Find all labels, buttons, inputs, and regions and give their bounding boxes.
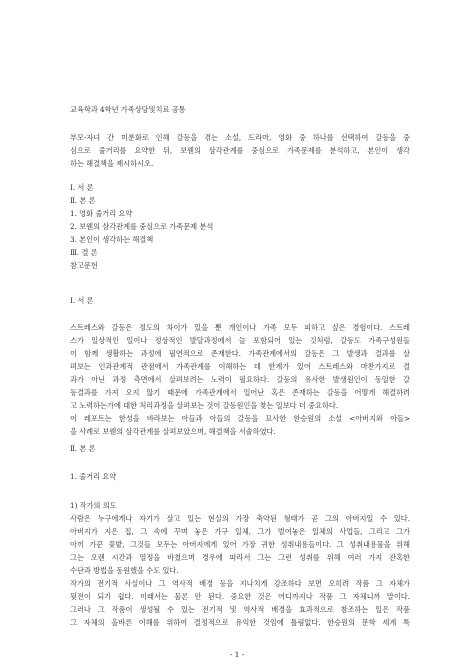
subsubsection-heading-intent — [70, 499, 410, 512]
title-text: 교육학과 4학년 가족상담및치료 공통 — [70, 105, 186, 114]
intent-paragraph — [70, 512, 410, 629]
assignment-prompt — [70, 131, 410, 170]
toc-item: Ⅲ. 결 론 — [70, 248, 98, 257]
paragraph-line: 작가의 전기적 사실이나 그 역사적 배경 등을 지나치게 강조하다 보면 오히려 작품 그 자체가 — [70, 579, 410, 588]
prompt-line: 부모-자녀 간 미분화로 인해 갈등을 겪는 소설, 드라마, 영화 중 하나를 선택하여 갈등을 중 — [70, 133, 410, 142]
toc-item: Ⅰ. 서 론 — [70, 183, 94, 192]
paragraph-line: 아끼 가꾼 꽃밭, 그것들 모두는 아버지에게 있어 가장 귀한 성취내용들이다. 그 성취내용물을 위해 — [70, 540, 410, 549]
heading-text: 1. 줄거리 요약 — [70, 472, 117, 481]
intro-paragraph — [70, 321, 410, 438]
subsection-heading-summary — [70, 470, 410, 483]
paragraph-line: 수단과 방법을 동원했을 수도 있다. — [70, 566, 179, 575]
paragraph-line: 그는 오랜 시간과 열정을 바쳤으며 경우에 따라서 그는 그런 성취를 위해 여러 가지 잔혹한 — [70, 553, 410, 562]
toc-item: 참고문헌 — [70, 261, 98, 270]
paragraph-line: 이 레포트는 한성을 바라보는 아들과 아들의 갈등을 묘사한 한승원의 소설 <아버지와 아들> — [70, 414, 410, 423]
paragraph-line: 과가 아닌 과정 측면에서 살펴보려는 노력이 필요하다. 갈등의 유사한 발생원인이 동일한 갈 — [70, 375, 410, 384]
paragraph-line: 그러나 그 작품이 생성될 수 있는 전기적 및 역사적 배경을 효과적으로 참조하는 일은 작품 — [70, 605, 410, 614]
table-of-contents — [70, 181, 410, 272]
paragraph-line: 등결과를 가져 오지 않기 때문에 가족관계에서 일어난 혹은 존재하는 갈등을 어떻게 해결하려 — [70, 388, 410, 397]
paragraph-line: 그 자체의 올바른 이해를 위하여 결정적으로 유익한 것임에 틀림없다. 한승원의 문학 세계 특 — [70, 618, 410, 627]
prompt-line: 심으로 줄거리를 요약한 뒤, 보웬의 삼각관계를 중심으로 가족문제를 분석하고, 본인이 생각 — [70, 146, 410, 155]
paragraph-line: 이 함께 생활하는 과정에 필연적으로 존재한다. 가족관계에서의 갈등은 그 발생과 결과를 살 — [70, 349, 410, 358]
section-heading-body — [70, 442, 410, 455]
heading-text: 1) 작가의 의도 — [70, 501, 117, 510]
prompt-line: 하는 해결책을 제시하시오. — [70, 159, 154, 168]
heading-text: Ⅰ. 서 론 — [70, 296, 94, 305]
paragraph-line: 스가 일상적인 일이나 정상적인 발달과정에서 늘 포함되어 있는 것처럼, 갈등도 가족구성원들 — [70, 336, 410, 345]
section-heading-intro — [70, 294, 410, 307]
paragraph-line: 스트레스와 갈등은 정도의 차이가 있을 뿐 개인이나 가족 모두 피하고 싶은 경험이다. 스트레 — [70, 323, 410, 332]
page-number: - 1 - — [229, 650, 245, 659]
paragraph-line: 펴보는 인과관계적 관점에서 가족관계를 이해하는 데 한계가 있어 스트레스와 마찬가지로 결 — [70, 362, 410, 371]
paragraph-line: 을 사례로 보웬의 삼각관계를 살펴보았으며, 해결책을 서술하였다. — [70, 427, 276, 436]
paragraph-line: 사람은 누구에게나 자기가 살고 있는 현실의 가장 축약된 형태가 곧 그의 아버지일 수 있다. — [70, 514, 410, 523]
toc-item: 3. 본인이 생각하는 해결책 — [70, 235, 154, 244]
toc-item: 1. 영화 줄거리 요약 — [70, 209, 133, 218]
toc-item: 2. 보웬의 삼각관계를 중심으로 가족문제 분석 — [70, 222, 214, 231]
paragraph-line: 뒷전이 되기 쉽다. 이래서는 물론 안 된다. 중요한 것은 어디까지나 작품 그 자체니까 말이다. — [70, 592, 410, 601]
paragraph-line: 아버지가 지은 집, 그 속에 꾸며 놓은 가구 일체, 그가 벌여놓은 일체의 사업들, 그리고 그가 — [70, 527, 410, 536]
toc-item: Ⅱ. 본 론 — [70, 196, 96, 205]
paragraph-line: 고 노력하는가에 대한 처리과정을 살펴보는 것이 갈등원인을 찾는 일보다 더 중요하다. — [70, 401, 339, 410]
document-title — [70, 103, 410, 116]
heading-text: Ⅱ. 본 론 — [70, 444, 96, 453]
